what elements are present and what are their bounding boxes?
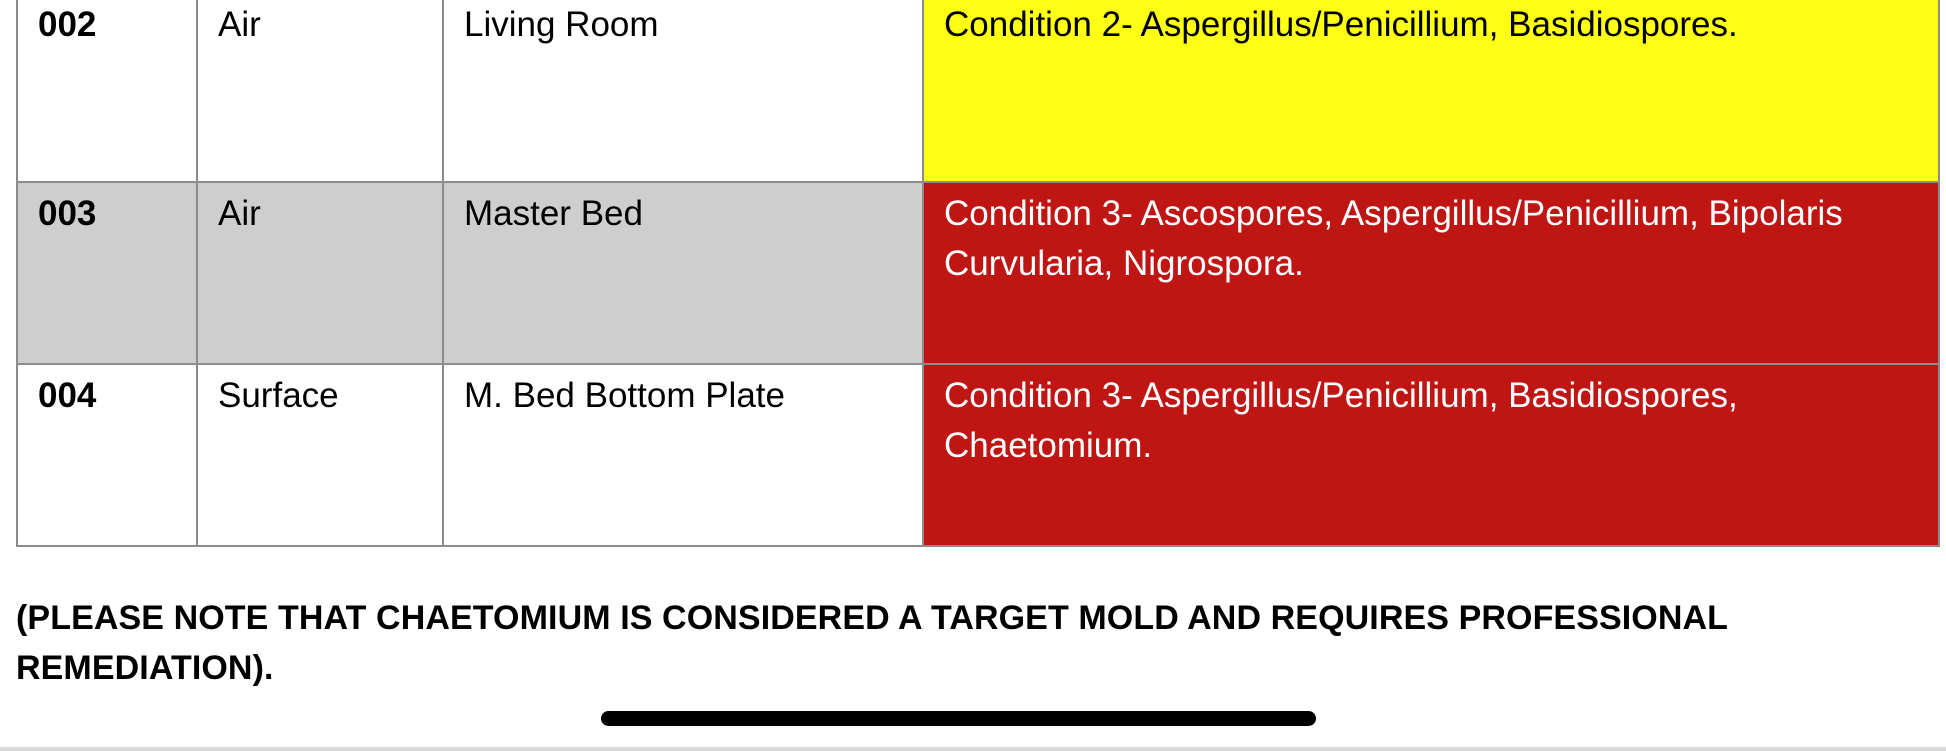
sample-type-cell: Air xyxy=(197,182,443,364)
sample-results-table xyxy=(16,0,1940,547)
sample-result-cell: Condition 3- Ascospores, Aspergillus/Penicillium, Bipolaris Curvularia, Nigrospora. xyxy=(923,182,1939,364)
remediation-note: (PLEASE NOTE THAT CHAETOMIUM IS CONSIDERED A TARGET MOLD AND REQUIRES PROFESSIONAL REMEDIATION). xyxy=(16,599,1728,687)
sample-location-cell: M. Bed Bottom Plate xyxy=(443,364,923,546)
table-row xyxy=(17,364,1939,546)
table-row xyxy=(17,182,1939,364)
sample-id-cell: 003 xyxy=(17,182,197,364)
sample-result-cell: Condition 2- Aspergillus/Penicillium, Basidiospores. xyxy=(923,0,1939,182)
sample-type-cell: Air xyxy=(197,0,443,182)
sample-id-cell: 004 xyxy=(17,364,197,546)
sample-result-cell: Condition 3- Aspergillus/Penicillium, Basidiospores, Chaetomium. xyxy=(923,364,1939,546)
table-row xyxy=(17,0,1939,182)
sample-type-cell: Surface xyxy=(197,364,443,546)
sample-location-cell: Master Bed xyxy=(443,182,923,364)
screen-bottom-divider xyxy=(0,747,1946,751)
home-indicator-bar[interactable] xyxy=(601,711,1316,726)
sample-id-cell: 002 xyxy=(17,0,197,182)
sample-location-cell: Living Room xyxy=(443,0,923,182)
